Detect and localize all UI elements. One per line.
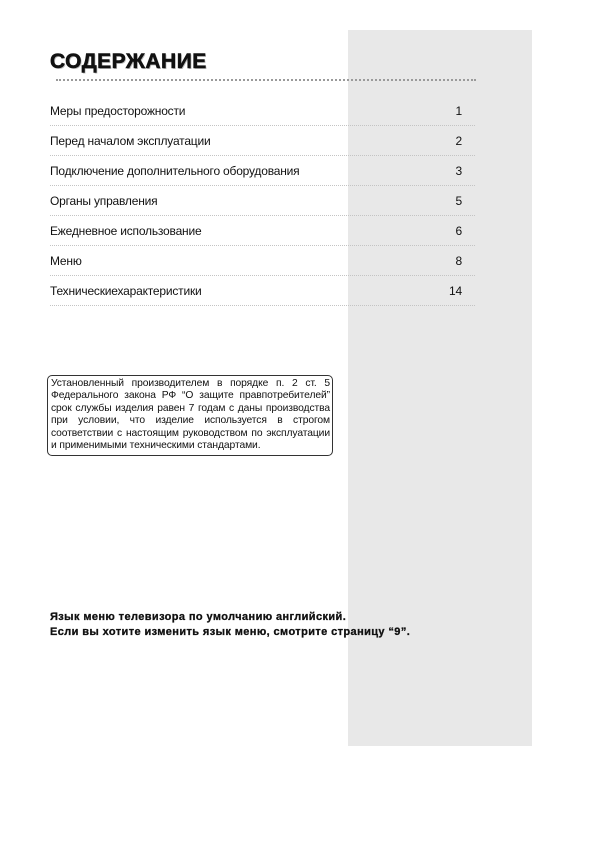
toc-item-label: Ежедневное использование: [50, 223, 202, 238]
toc-item-menu[interactable]: [50, 246, 475, 276]
menu-language-note: [50, 610, 410, 640]
title-dotted-rule: [56, 79, 476, 81]
toc-item-page: 5: [455, 193, 462, 208]
toc-item-label: Техническиехарактеристики: [50, 283, 202, 298]
table-of-contents: [50, 96, 475, 306]
toc-item-page: 1: [455, 103, 462, 118]
toc-item-controls[interactable]: [50, 186, 475, 216]
toc-item-page: 2: [455, 133, 462, 148]
toc-item-precautions[interactable]: [50, 96, 475, 126]
toc-item-label: Меры предосторожности: [50, 103, 186, 118]
menu-language-note-line-1: Язык меню телевизора по умолчанию английский.: [50, 611, 347, 623]
toc-item-daily-use[interactable]: [50, 216, 475, 246]
toc-item-page: 6: [455, 223, 462, 238]
toc-item-label: Подключение дополнительного оборудования: [50, 163, 300, 178]
toc-item-label: Органы управления: [50, 193, 158, 208]
page-title: СОДЕРЖАНИЕ: [50, 50, 207, 73]
toc-item-label: Меню: [50, 253, 82, 268]
menu-language-note-line-2: Если вы хотите изменить язык меню, смотрите страницу “9”.: [50, 626, 411, 638]
toc-item-specifications[interactable]: [50, 276, 475, 306]
toc-item-page: 3: [455, 163, 462, 178]
toc-item-label: Перед началом эксплуатации: [50, 133, 211, 148]
toc-item-connections[interactable]: [50, 156, 475, 186]
toc-item-page: 14: [449, 283, 462, 298]
toc-item-before-use[interactable]: [50, 126, 475, 156]
service-life-notice: Установленный производителем в порядке п. 2 ст. 5 Федерального закона РФ “О защите правпотребителей” срок службы изделия равен 7 годам с даны производства при условии, что изделие используется в строгом соответствии с настоящим руководством по эксплуатации и применимыми техническими стандартами.: [47, 375, 333, 456]
toc-item-page: 8: [455, 253, 462, 268]
